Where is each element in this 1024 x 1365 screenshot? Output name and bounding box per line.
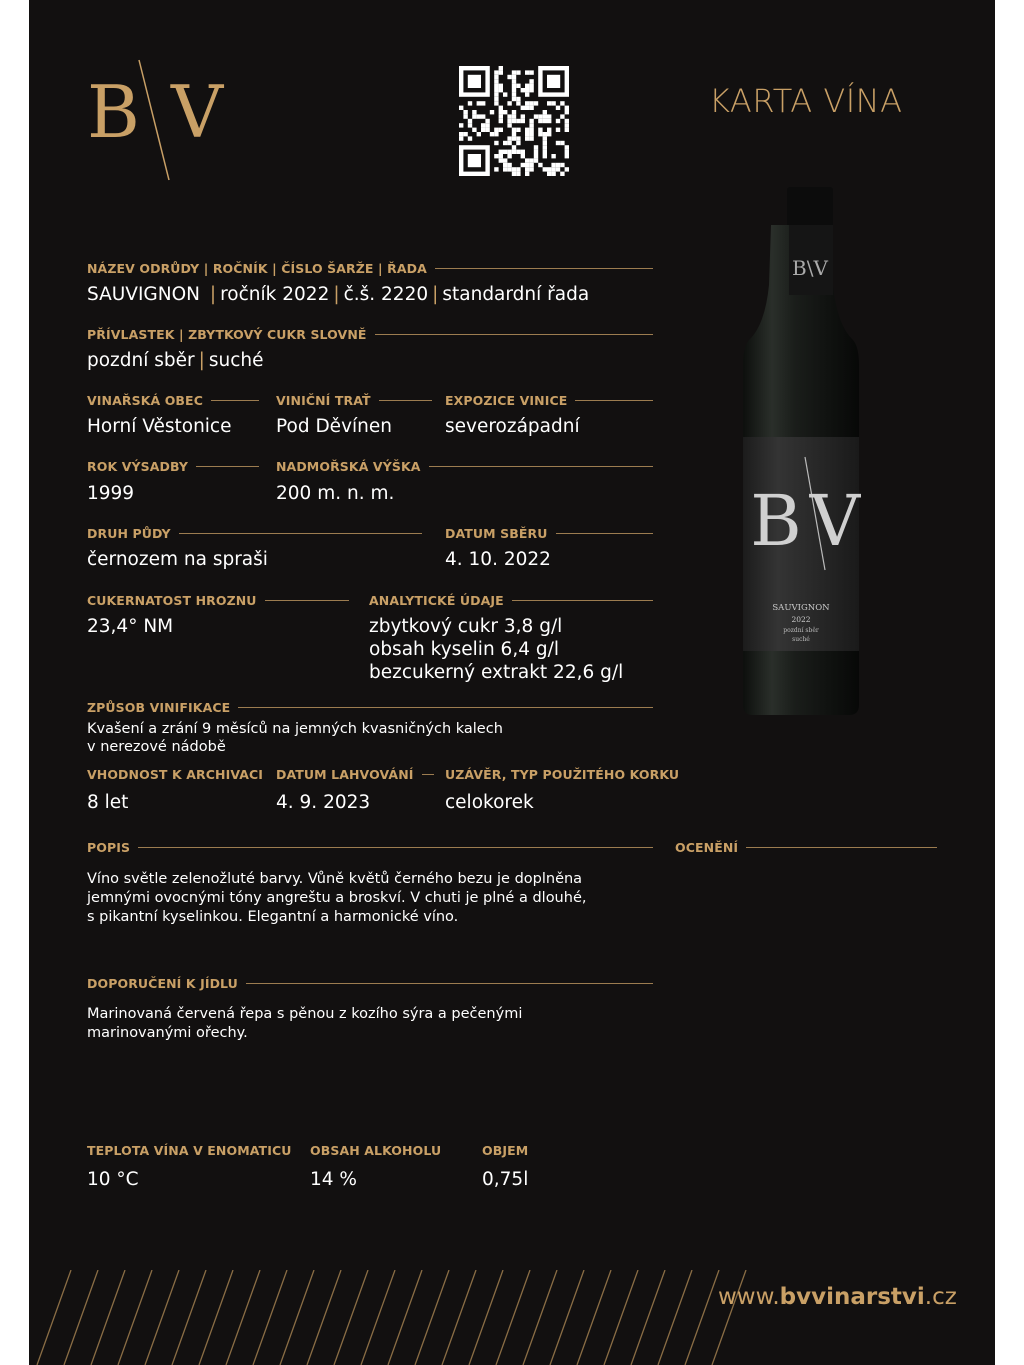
- temperature-value: 10 °C: [87, 1169, 139, 1190]
- alcohol-value: 14 %: [310, 1169, 357, 1190]
- soil-value: černozem na spraši: [87, 549, 268, 570]
- archiving-label: VHODNOST K ARCHIVACI: [87, 767, 264, 782]
- page-title: KARTA VÍNA: [709, 82, 903, 120]
- bottling-date-value: 4. 9. 2023: [276, 792, 371, 813]
- bottling-date-label: DATUM LAHVOVÁNÍ: [276, 767, 434, 782]
- volume-label: OBJEM: [482, 1143, 529, 1158]
- harvest-date-value: 4. 10. 2022: [445, 549, 551, 570]
- description-line1: Víno světle zelenožluté barvy. Vůně květů černého bezu je doplněna: [87, 871, 583, 887]
- harvest-date-label: DATUM SBĚRU: [445, 526, 653, 541]
- bottle-neck-logo: B\V: [792, 256, 828, 280]
- wine-bottle-image: [741, 185, 861, 720]
- logo-letter-b: B: [87, 70, 140, 154]
- pairing-line2: marinovanými ořechy.: [87, 1025, 248, 1041]
- description-line2: jemnými ovocnými tóny angreštu a broskví. V chuti je plné a dlouhé,: [87, 890, 587, 906]
- temperature-label: TEPLOTA VÍNA V ENOMATICU: [87, 1143, 292, 1158]
- bottle-label-line2: suché: [792, 636, 810, 643]
- website-link[interactable]: www.bvvinarstvi.cz: [718, 1284, 957, 1310]
- variety-value: SAUVIGNON | ročník 2022 | č.š. 2220 | standardní řada: [87, 284, 590, 305]
- predicate-value: pozdní sběr | suché: [87, 350, 264, 371]
- pairing-label: DOPORUČENÍ K JÍDLU: [87, 976, 653, 991]
- planting-year-label: ROK VÝSADBY: [87, 459, 259, 474]
- exposure-value: severozápadní: [445, 416, 580, 437]
- decorative-stripes: [29, 1270, 749, 1365]
- brand-logo: [87, 58, 237, 183]
- variety-label: NÁZEV ODRŮDY | ROČNÍK | ČÍSLO ŠARŽE | ŘADA: [87, 261, 653, 276]
- bottle-label-variety: SAUVIGNON: [772, 603, 830, 613]
- pairing-line1: Marinovaná červená řepa s pěnou z kozího sýra a pečenými: [87, 1006, 523, 1022]
- village-value: Horní Věstonice: [87, 416, 232, 437]
- logo-slash-icon: [135, 58, 175, 183]
- qr-code-icon[interactable]: [459, 66, 571, 176]
- soil-label: DRUH PŮDY: [87, 526, 422, 541]
- bottle-label-line1: pozdní sběr: [783, 627, 819, 634]
- sugar-value: 23,4° NM: [87, 616, 174, 637]
- bottle-label-logo-v: V: [809, 480, 861, 562]
- bottle-label-logo-b: B: [750, 480, 802, 562]
- analytics-line3: bezcukerný extrakt 22,6 g/l: [369, 662, 624, 683]
- planting-year-value: 1999: [87, 483, 135, 504]
- logo-letter-v: V: [171, 70, 223, 154]
- awards-label: OCENĚNÍ: [675, 840, 937, 855]
- archiving-value: 8 let: [87, 792, 129, 813]
- vinification-line2: v nerezové nádobě: [87, 739, 226, 755]
- altitude-label: NADMOŘSKÁ VÝŠKA: [276, 459, 653, 474]
- wine-card: [29, 0, 995, 1365]
- analytics-line1: zbytkový cukr 3,8 g/l: [369, 616, 563, 637]
- closure-label: UZÁVĚR, TYP POUŽITÉHO KORKU: [445, 767, 680, 782]
- exposure-label: EXPOZICE VINICE: [445, 393, 653, 408]
- sugar-label: CUKERNATOST HROZNU: [87, 593, 349, 608]
- description-line3: s pikantní kyselinkou. Elegantní a harmonické víno.: [87, 909, 459, 925]
- closure-value: celokorek: [445, 792, 534, 813]
- alcohol-label: OBSAH ALKOHOLU: [310, 1143, 442, 1158]
- vinification-line1: Kvašení a zrání 9 měsíců na jemných kvasničných kalech: [87, 721, 503, 737]
- altitude-value: 200 m. n. m.: [276, 483, 395, 504]
- bottle-label-year: 2022: [791, 615, 811, 624]
- vineyard-value: Pod Děvínen: [276, 416, 392, 437]
- volume-value: 0,75l: [482, 1169, 529, 1190]
- description-label: POPIS: [87, 840, 653, 855]
- vinification-label: ZPŮSOB VINIFIKACE: [87, 700, 653, 715]
- analytics-line2: obsah kyselin 6,4 g/l: [369, 639, 559, 660]
- predicate-label: PŘÍVLASTEK | ZBYTKOVÝ CUKR SLOVNĚ: [87, 327, 653, 342]
- analytics-label: ANALYTICKÉ ÚDAJE: [369, 593, 653, 608]
- village-label: VINAŘSKÁ OBEC: [87, 393, 259, 408]
- vineyard-label: VINIČNÍ TRAŤ: [276, 393, 432, 408]
